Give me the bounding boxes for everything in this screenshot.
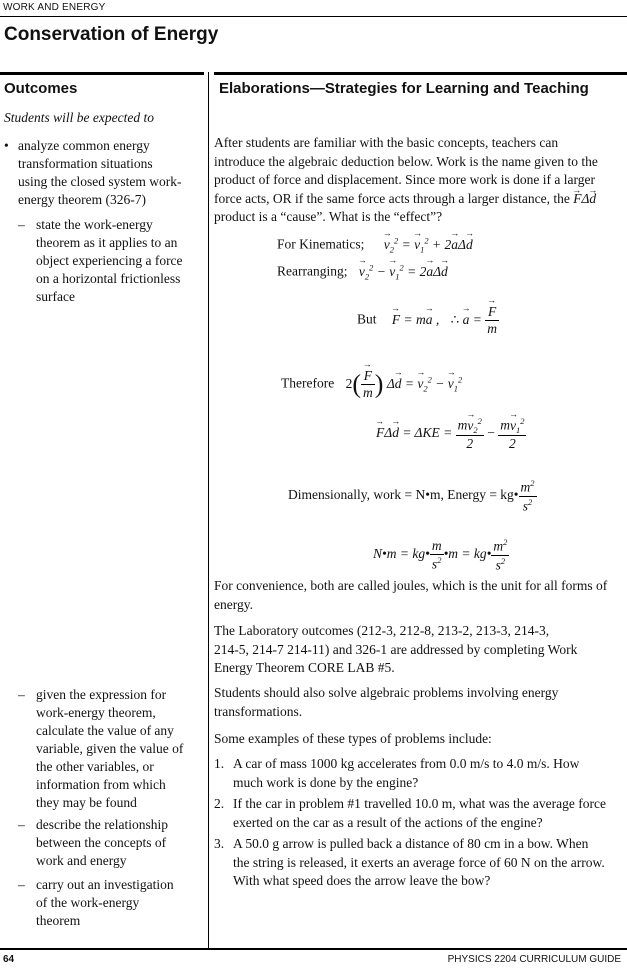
elaboration-paragraph-1	[214, 134, 620, 227]
outcome-line: variable, given the value of	[36, 741, 184, 756]
equation-kinematics: For Kinematics; → $v_2^2$ = → $v_1^2 + 2\to a\Delta\to d$	[277, 235, 473, 254]
problem-line: much work is done by the engine?	[233, 774, 419, 790]
paragraph-line: transformations.	[214, 703, 303, 719]
problem-line: With what speed does the arrow leave the bow?	[233, 873, 491, 888]
problem-line: exerted on the car as a result of the actions of the engine?	[233, 814, 543, 830]
paragraph-line: product is a “cause”. What is the “effect”?	[214, 209, 443, 224]
outcome-subitem-2	[18, 686, 208, 812]
paragraph-line: For convenience, both are called joules, which is the unit for all forms of	[214, 578, 608, 593]
outcome-line: state the work-energy	[36, 217, 153, 232]
outcome-line: between the concepts of	[36, 835, 167, 850]
equation-rearranging: Rearranging; → $v_2^2$ − → $v_1^2 = 2\to a\Delta\to d$	[277, 262, 448, 281]
elaboration-paragraph-3	[214, 622, 620, 678]
f-delta-d-symbol: → FΔ→ d	[573, 191, 596, 206]
paragraph-line: energy.	[214, 596, 253, 612]
paragraph-line: After students are familiar with the basic concepts, teachers can	[214, 135, 559, 150]
footer-rule	[0, 948, 627, 950]
outcome-line: theorem as it applies to an	[36, 235, 178, 250]
outcome-subitem-4	[18, 876, 208, 930]
equation-therefore: Therefore 2( → $\frac{F}{m}$ ) Δ→ d = → $v_2^2$ − → $v_1^2$	[281, 368, 462, 401]
equation-joule: N•m = kg• $\frac{m}{s^2}$ •m = kg• $\frac{m^2}{s^2}$	[373, 537, 508, 572]
problem-item-2	[214, 795, 620, 833]
problem-line: the string is released, it exerts an average force of 60 N on the arrow.	[233, 854, 605, 870]
dash-marker: –	[18, 817, 25, 832]
elaboration-paragraph-2	[214, 577, 620, 614]
outcome-line: using the closed system work-	[18, 174, 182, 189]
page-title: Conservation of Energy	[4, 24, 219, 45]
outcome-line: surface	[36, 289, 75, 304]
problem-number: 3.	[214, 836, 225, 851]
dash-marker: –	[18, 687, 25, 702]
outcome-line: theorem	[36, 913, 81, 928]
outcomes-rule	[0, 72, 204, 75]
outcome-item-main	[4, 137, 204, 209]
page-number: 64	[3, 954, 15, 965]
paragraph-line: Energy Theorem CORE LAB #5.	[214, 660, 395, 675]
outcomes-intro: Students will be expected to	[4, 110, 154, 125]
outcome-line: given the expression for	[36, 687, 167, 702]
elaborations-rule	[214, 72, 627, 75]
elaboration-paragraph-4	[214, 684, 620, 721]
elaborations-heading: Elaborations—Strategies for Learning and Teaching	[219, 80, 589, 97]
problem-line: A 50.0 g arrow is pulled back a distance of 80 cm in a bow. When	[233, 836, 589, 851]
dash-marker: –	[18, 877, 25, 892]
outcome-line: information from which	[36, 777, 166, 792]
dash-marker: –	[18, 217, 25, 232]
problem-number: 1.	[214, 756, 225, 771]
outcome-line: they may be found	[36, 795, 137, 810]
elaboration-paragraph-5: Some examples of these types of problems include:	[214, 731, 492, 746]
footer-guide-title: PHYSICS 2204 CURRICULUM GUIDE	[447, 954, 621, 965]
outcome-line: object experiencing a force	[36, 253, 183, 268]
outcome-line: on a horizontal frictionless	[36, 271, 181, 286]
equation-dimensional: Dimensionally, work = N•m, Energy = kg• $\frac{m^2}{s^2}$	[288, 478, 535, 513]
outcome-line: work and energy	[36, 853, 127, 868]
outcome-line: transformation situations	[18, 156, 153, 171]
equation-work-energy: → FΔ→ d = ΔKE = $\frac{m\to v_2^2}{2}$ − $\frac{m\to v_1^2}{2}$	[376, 416, 526, 452]
outcomes-heading: Outcomes	[4, 80, 78, 97]
paragraph-line: product of force and displacement. Since more work is done if a larger	[214, 172, 595, 187]
problem-line: If the car in problem #1 travelled 10.0 m, what was the average force	[233, 796, 606, 811]
outcome-subitem-1	[18, 216, 208, 306]
outcome-line: describe the relationship	[36, 817, 168, 832]
problem-item-1	[214, 755, 620, 793]
bullet-marker: •	[4, 138, 9, 153]
paragraph-line: force acts, OR if the same force acts through a larger distance, the → FΔ→ d	[214, 190, 620, 209]
running-head: WORK AND ENERGY	[3, 2, 106, 13]
column-divider	[208, 72, 209, 950]
outcome-line: calculate the value of any	[36, 723, 174, 738]
paragraph-line: introduce the algebraic deduction below. Work is the name given to the	[214, 153, 598, 169]
outcome-line: work-energy theorem,	[36, 705, 156, 720]
paragraph-line: The Laboratory outcomes (212-3, 212-8, 213-2, 213-3, 214-3,	[214, 623, 550, 638]
outcome-line: of the work-energy	[36, 895, 140, 910]
paragraph-line: 214-5, 214-7 214-11) and 326-1 are addressed by completing Work	[214, 641, 578, 657]
paragraph-line: Students should also solve algebraic problems involving energy	[214, 685, 559, 700]
outcome-line: carry out an investigation	[36, 877, 174, 892]
outcome-line: energy theorem (326-7)	[18, 192, 146, 207]
problem-line: A car of mass 1000 kg accelerates from 0.0 m/s to 4.0 m/s. How	[233, 756, 580, 771]
outcome-subitem-3	[18, 816, 208, 870]
header-rule	[0, 16, 627, 17]
equation-newton: But → F = m→ a , ∴ → a = → $\frac{F}{m}$	[357, 304, 499, 337]
outcome-line: analyze common energy	[18, 138, 150, 153]
outcome-line: the other variables, or	[36, 759, 154, 774]
problem-item-3	[214, 835, 620, 891]
problem-number: 2.	[214, 796, 225, 811]
